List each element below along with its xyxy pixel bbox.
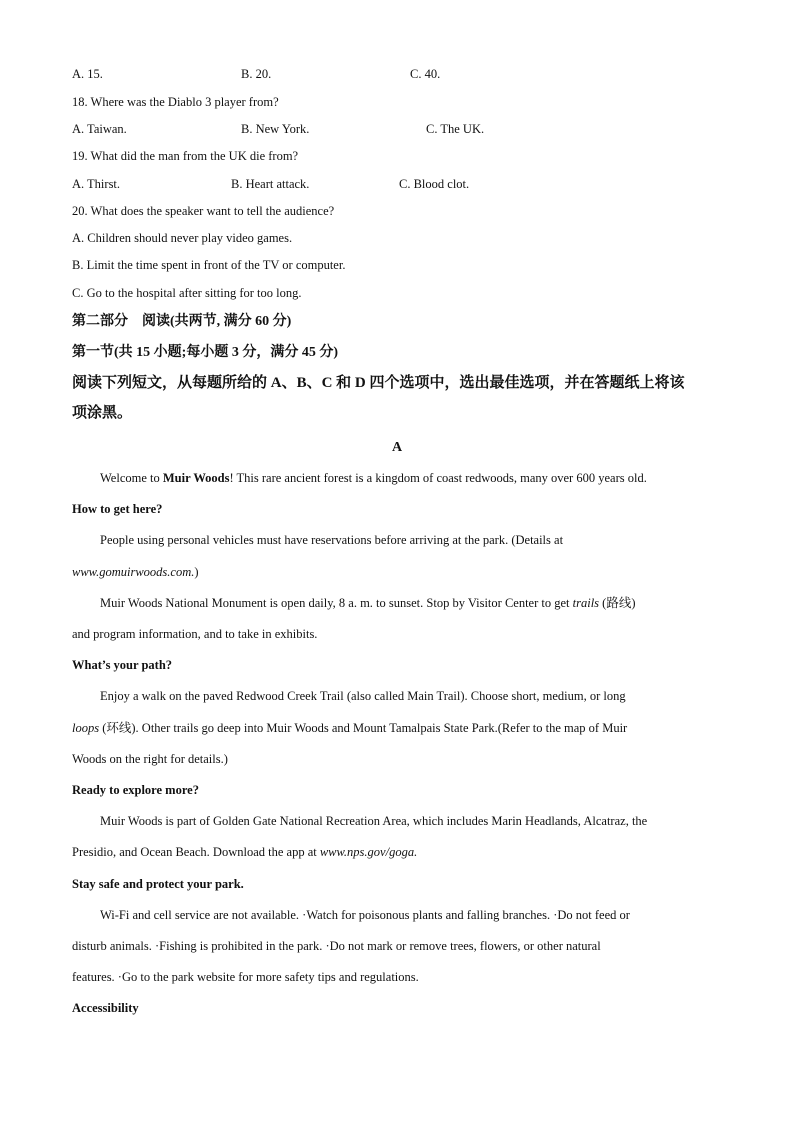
- intro-post: ! This rare ancient forest is a kingdom of coast redwoods, many over 600 years old.: [229, 471, 647, 485]
- hours-line-2: and program information, and to take in exhibits.: [72, 627, 318, 641]
- hours-trails: trails: [572, 596, 600, 610]
- heading-stay-safe: Stay safe and protect your park.: [72, 877, 244, 891]
- q18-option-b: B. New York.: [241, 122, 310, 136]
- intro-park-name: Muir Woods: [162, 471, 230, 485]
- q18-option-a: A. Taiwan.: [72, 122, 127, 136]
- q20-question: 20. What does the speaker want to tell the audience?: [72, 204, 335, 218]
- get-here-line-1: People using personal vehicles must have reservations before arriving at the park. (Details at: [100, 533, 564, 547]
- hours-line-1: [100, 595, 636, 611]
- safety-line-1: Wi-Fi and cell service are not available. ·Watch for poisonous plants and falling branches. ·Do not feed or: [100, 908, 630, 922]
- part2-title: 第二部分 阅读(共两节, 满分 60 分): [72, 314, 292, 329]
- heading-accessibility: Accessibility: [72, 1001, 139, 1015]
- q20-option-a: A. Children should never play video games.: [72, 231, 293, 245]
- reservation-url: www.gomuirwoods.com.: [72, 565, 195, 579]
- get-here-close: ): [194, 565, 199, 579]
- q20-option-c: C. Go to the hospital after sitting for too long.: [72, 286, 302, 300]
- instruction-line-1: 阅读下列短文，从每题所给的 A、B、C 和 D 四个选项中，选出最佳选项，并在答题纸上将该: [72, 375, 685, 391]
- path-line-2: [72, 720, 627, 736]
- q19-question: 19. What did the man from the UK die from?: [72, 149, 299, 163]
- intro-pre: Welcome to: [100, 471, 163, 485]
- q17-option-b: B. 20.: [241, 67, 272, 81]
- section1-title: 第一节(共 15 小题;每小题 3 分，满分 45 分): [72, 345, 338, 360]
- explore-line-2-text: Presidio, and Ocean Beach. Download the app at: [72, 845, 320, 859]
- passage-letter: A: [391, 440, 403, 455]
- explore-line-2: [72, 844, 417, 860]
- q19-option-a: A. Thirst.: [72, 177, 121, 191]
- hours-pre: Muir Woods National Monument is open daily, 8 a. m. to sunset. Stop by Visitor Center to get: [100, 596, 573, 610]
- safety-line-3: features. ·Go to the park website for more safety tips and regulations.: [72, 970, 419, 984]
- passage-intro: [100, 470, 647, 486]
- path-line-2-text: (环线). Other trails go deep into Muir Woods and Mount Tamalpais State Park.(Refer to the map of Muir: [99, 721, 628, 735]
- q19-option-b: B. Heart attack.: [231, 177, 310, 191]
- heading-explore-more: Ready to explore more?: [72, 783, 199, 797]
- q18-option-c: C. The UK.: [426, 122, 485, 136]
- heading-whats-your-path: What’s your path?: [72, 658, 173, 672]
- path-loops: loops: [72, 721, 100, 735]
- q20-option-b: B. Limit the time spent in front of the TV or computer.: [72, 258, 346, 272]
- get-here-line-2: [72, 564, 199, 580]
- explore-line-1: Muir Woods is part of Golden Gate National Recreation Area, which includes Marin Headlands, Alcatraz, the: [100, 814, 648, 828]
- q18-question: 18. Where was the Diablo 3 player from?: [72, 95, 279, 109]
- safety-line-2: disturb animals. ·Fishing is prohibited in the park. ·Do not mark or remove trees, flowers, or other natural: [72, 939, 601, 953]
- app-url: www.nps.gov/goga.: [319, 845, 418, 859]
- q17-option-c: C. 40.: [410, 67, 441, 81]
- path-line-3: Woods on the right for details.): [72, 752, 228, 766]
- hours-post: (路线): [599, 596, 636, 610]
- q17-option-a: A. 15.: [72, 67, 103, 81]
- path-line-1: Enjoy a walk on the paved Redwood Creek Trail (also called Main Trail). Choose short, medium, or long: [100, 689, 626, 703]
- heading-how-to-get-here: How to get here?: [72, 502, 163, 516]
- instruction-line-2: 项涂黑。: [72, 405, 133, 421]
- q19-option-c: C. Blood clot.: [399, 177, 470, 191]
